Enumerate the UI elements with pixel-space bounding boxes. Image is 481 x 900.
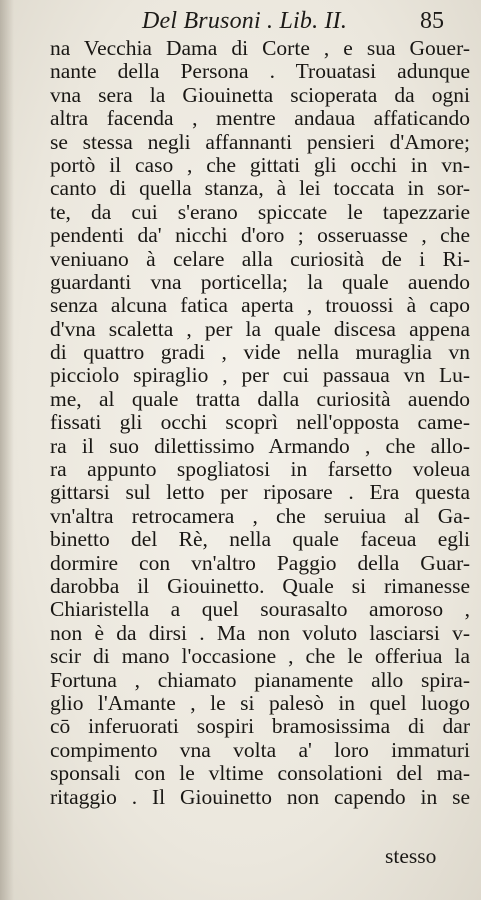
text-line: d'vna scaletta , per la quale discesa appena — [50, 317, 470, 341]
text-line: pendenti da' nicchi d'oro ; osseruasse , che — [50, 224, 470, 248]
text-line: binetto del Rè, nella quale faceua egli — [50, 528, 470, 552]
text-line: glio l'Amante , le si palesò in quel luogo — [50, 691, 470, 715]
text-line: cō inferuorati sospiri bramosissima di dar — [50, 715, 470, 739]
text-line: Fortuna , chiamato pianamente allo spira- — [50, 668, 470, 692]
running-head: Del Brusoni . Lib. II. — [142, 8, 348, 34]
text-line: vna sera la Giouinetta scioperata da ogni — [50, 83, 470, 107]
text-line: darobba il Giouinetto. Quale si rimanesse — [50, 574, 470, 598]
text-line: se stessa negli affannanti pensieri d'Amore; — [50, 130, 470, 154]
text-line: ra appunto spogliatosi in farsetto voleua — [50, 458, 470, 482]
catchword: stesso — [385, 844, 437, 868]
text-line: fissati gli occhi scoprì nell'opposta came- — [50, 411, 470, 435]
text-line: sponsali con le vltime consolationi del ma- — [50, 762, 470, 786]
text-line: gittarsi sul letto per riposare . Era questa — [50, 481, 470, 505]
text-line: ra il suo dilettissimo Armando , che allo- — [50, 434, 470, 458]
text-line: te, da cui s'erano spiccate le tapezzarie — [50, 200, 470, 224]
text-line: Chiaristella a quel sourasalto amoroso , — [50, 598, 470, 622]
text-line: portò il caso , che gittati gli occhi in vn- — [50, 153, 470, 177]
text-line: altra facenda , mentre andaua affaticando — [50, 107, 470, 131]
text-line: ritaggio . Il Giouinetto non capendo in se — [50, 785, 470, 809]
text-line: veniuano à celare alla curiosità de i Ri- — [50, 247, 470, 271]
text-line: vn'altra retrocamera , che seruiua al Ga- — [50, 504, 470, 528]
text-line: canto di quella stanza, à lei toccata in sor- — [50, 177, 470, 201]
text-line: me, al quale tratta dalla curiosità auendo — [50, 387, 470, 411]
text-line: di quattro gradi , vide nella muraglia vn — [50, 341, 470, 365]
text-line: guardanti vna porticella; la quale auendo — [50, 270, 470, 294]
text-line: non è da dirsi . Ma non voluto lasciarsi v- — [50, 621, 470, 645]
text-line: compimento vna volta a' loro immaturi — [50, 738, 470, 762]
text-line: scir di mano l'occasione , che le offeriua la — [50, 645, 470, 669]
text-line: senza alcuna fatica aperta , trouossi à capo — [50, 294, 470, 318]
page-number: 85 — [420, 8, 444, 34]
text-line: dormire con vn'altro Paggio della Guar- — [50, 551, 470, 575]
page-header — [0, 8, 481, 38]
text-line: na Vecchia Dama di Corte , e sua Gouer- — [50, 37, 470, 60]
body-text — [50, 37, 470, 809]
text-line: picciolo spiraglio , per cui passaua vn Lu- — [50, 364, 470, 388]
text-line: nante della Persona . Trouatasi adunque — [50, 60, 470, 84]
